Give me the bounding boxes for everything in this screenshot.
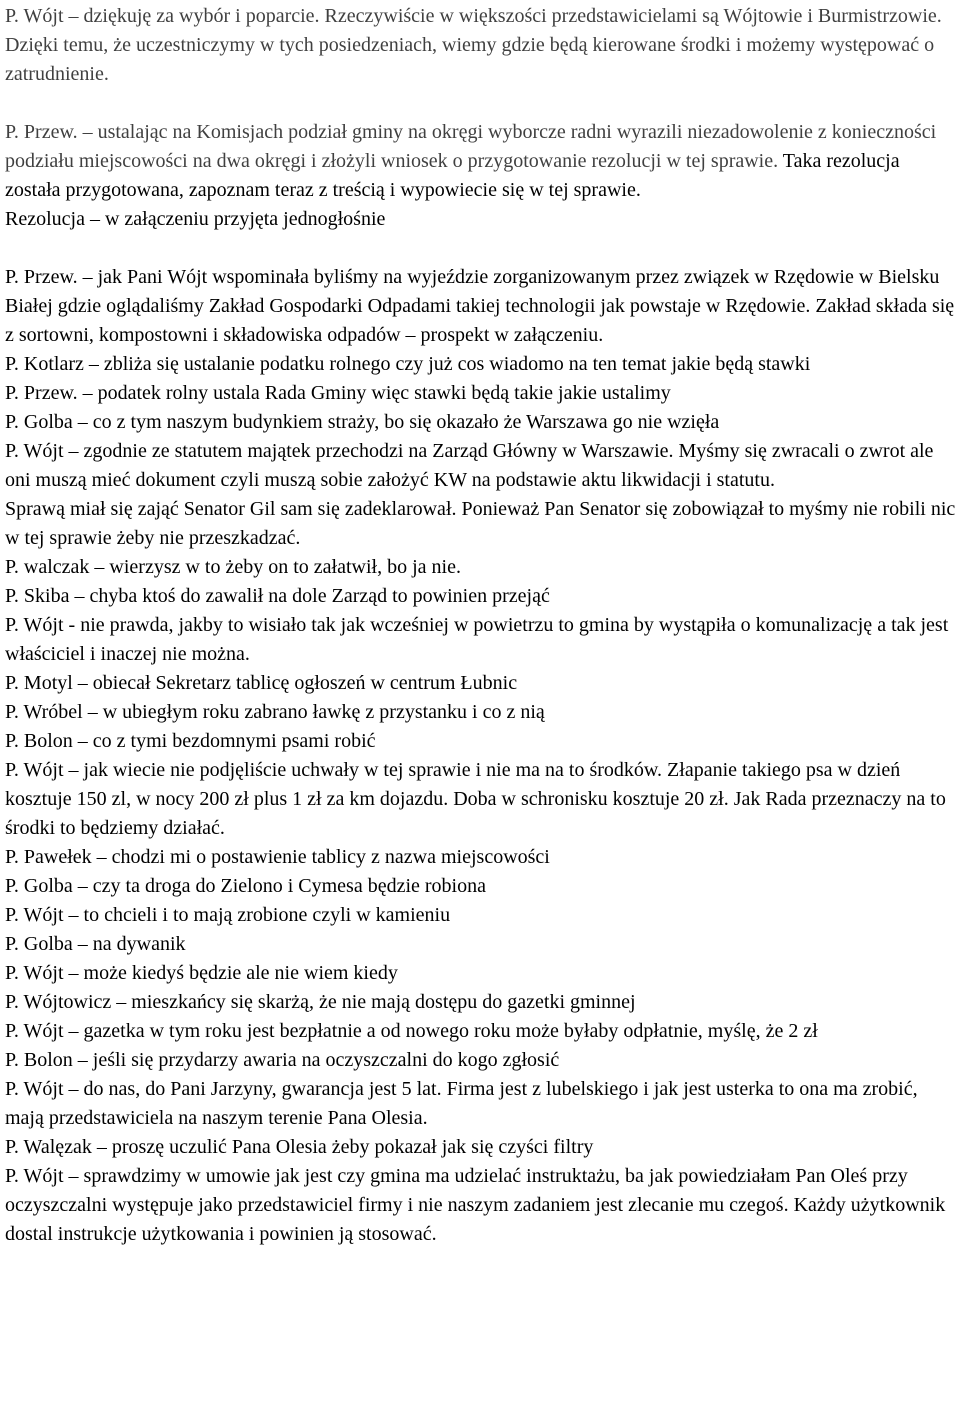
paragraph-przew-wyjazd <box>5 263 960 350</box>
paragraph-text: P. Wójt – zgodnie ze statutem majątek przechodzi na Zarząd Główny w Warszawie. Myśmy się zwracali o zwrot ale oni muszą mieć dokument czyli muszą sobie założyć KW na podstawie aktu likwidacji i statutu. <box>5 440 934 491</box>
paragraph-text: P. Skiba – chyba ktoś do zawalił na dole Zarząd to powinien przejąć <box>5 585 550 607</box>
paragraph-text: P. Walęzak – proszę uczulić Pana Olesia żeby pokazał jak się czyści filtry <box>5 1136 594 1158</box>
paragraph-przew-rezolucja <box>5 118 960 205</box>
paragraph-text: P. Wróbel – w ubiegłym roku zabrano ławkę z przystanku i co z nią <box>5 701 545 723</box>
paragraph-text: P. Przew. – ustalając na Komisjach podział gminy na okręgi wyborcze radni wyrazili niezadowolenie z konieczności podziału miejscowości na dwa okręgi i złożyli wniosek o przygotowanie rezolucji w tej sprawie. <box>5 121 937 172</box>
paragraph-skiba <box>5 582 960 611</box>
paragraph-wojt-gazetka <box>5 1017 960 1046</box>
paragraph-text: P. Wójt - nie prawda, jakby to wisiało tak jak wcześniej w powietrzu to gmina by wystąpiła o komunalizację a tak jest właściciel i inaczej nie można. <box>5 614 949 665</box>
paragraph-golba-droga <box>5 872 960 901</box>
paragraph-text: P. Wójt – dziękuję za wybór i poparcie. Rzeczywiście w większości przedstawicielami są Wójtowie i Burmistrzowie. Dzięki temu, że uczestniczymy w tych posiedzeniach, wiemy gdzie będą kierowane środki i możemy występować o zatrudnienie. <box>5 5 942 85</box>
paragraph-walczak <box>5 553 960 582</box>
paragraph-rezolucja-result <box>5 205 960 234</box>
paragraph-wojt-instruktaz <box>5 1162 960 1249</box>
paragraph-text: P. Wójt – sprawdzimy w umowie jak jest czy gmina ma udzielać instruktażu, ba jak powiedziałam Pan Oleś przy oczyszczalni występuje jako przedstawiciel firmy i nie naszym zadaniem jest zlecanie mu czegoś. Każdy użytkownik dostal instrukcje użytkowania i powinien ją stosować. <box>5 1165 946 1245</box>
paragraph-motyl <box>5 669 960 698</box>
paragraph-wojt-kamien <box>5 901 960 930</box>
paragraph-wojt-komunalizacja <box>5 611 960 669</box>
paragraph-pawelek <box>5 843 960 872</box>
paragraph-text: P. Wójt – może kiedyś będzie ale nie wiem kiedy <box>5 962 398 984</box>
paragraph-walezak <box>5 1133 960 1162</box>
paragraph-text: P. Pawełek – chodzi mi o postawienie tablicy z nazwa miejscowości <box>5 846 550 868</box>
paragraph-przew-podatek <box>5 379 960 408</box>
paragraph-text: P. Kotlarz – zbliża się ustalanie podatku rolnego czy już cos wiadomo na ten temat jakie będą stawki <box>5 353 811 375</box>
paragraph-text: P. Golba – czy ta droga do Zielono i Cymesa będzie robiona <box>5 875 486 897</box>
paragraph-gap <box>5 234 960 263</box>
paragraph-wojt-statut <box>5 437 960 495</box>
paragraph-text: Taka rezolucja została przygotowana, zapoznam teraz z treścią i wypowiecie się w tej sprawie. <box>5 150 900 201</box>
paragraph-wojt-thanks <box>5 2 960 89</box>
paragraph-bolon-psy <box>5 727 960 756</box>
paragraph-text: P. Golba – co z tym naszym budynkiem straży, bo się okazało że Warszawa go nie wzięła <box>5 411 720 433</box>
paragraph-text: P. Motyl – obiecał Sekretarz tablicę ogłoszeń w centrum Łubnic <box>5 672 518 694</box>
paragraph-text: P. Wójtowicz – mieszkańcy się skarżą, że nie mają dostępu do gazetki gminnej <box>5 991 636 1013</box>
paragraph-wrobel <box>5 698 960 727</box>
paragraph-gap <box>5 89 960 118</box>
paragraph-kotlarz <box>5 350 960 379</box>
paragraph-text: P. walczak – wierzysz w to żeby on to załatwił, bo ja nie. <box>5 556 461 578</box>
paragraph-text: P. Przew. – podatek rolny ustala Rada Gminy więc stawki będą takie jakie ustalimy <box>5 382 671 404</box>
paragraph-text: Rezolucja – w załączeniu przyjęta jednogłośnie <box>5 208 386 230</box>
paragraph-senator <box>5 495 960 553</box>
paragraph-text: P. Bolon – co z tymi bezdomnymi psami robić <box>5 730 376 752</box>
paragraph-text: P. Bolon – jeśli się przydarzy awaria na oczyszczalni do kogo zgłosić <box>5 1049 560 1071</box>
paragraph-text: P. Wójt – jak wiecie nie podjęliście uchwały w tej sprawie i nie ma na to środków. Złapanie takiego psa w dzień kosztuje 150 zl, w nocy 200 zł plus 1 zł za km dojazdu. Doba w schronisku kosztuje 20 zł. Jak Rada przeznaczy na to środki to będziemy działać. <box>5 759 946 839</box>
paragraph-wojtowicz <box>5 988 960 1017</box>
paragraph-text: P. Wójt – do nas, do Pani Jarzyny, gwarancja jest 5 lat. Firma jest z lubelskiego i jak jest usterka to ona ma zrobić, mają przedstawiciela na naszym terenie Pana Olesia. <box>5 1078 918 1129</box>
paragraph-wojt-kiedys <box>5 959 960 988</box>
paragraph-text: Sprawą miał się zająć Senator Gil sam się zadeklarował. Ponieważ Pan Senator się zobowiązał to myśmy nie robili nic w tej sprawie żeby nie przeszkadzać. <box>5 498 956 549</box>
paragraph-text: P. Wójt – gazetka w tym roku jest bezpłatnie a od nowego roku może byłaby odpłatnie, myślę, że 2 zł <box>5 1020 818 1042</box>
document-page <box>5 2 960 1249</box>
paragraph-golba-dywanik <box>5 930 960 959</box>
paragraph-text: P. Golba – na dywanik <box>5 933 186 955</box>
paragraph-text: P. Wójt – to chcieli i to mają zrobione czyli w kamieniu <box>5 904 451 926</box>
paragraph-wojt-gwarancja <box>5 1075 960 1133</box>
paragraph-bolon-awaria <box>5 1046 960 1075</box>
paragraph-text: P. Przew. – jak Pani Wójt wspominała byliśmy na wyjeździe zorganizowanym przez związek w Rzędowie w Bielsku Białej gdzie oglądaliśmy Zakład Gospodarki Odpadami takiej technologii jak powstaje w Rzędowie. Zakład składa się z sortowni, kompostowni i składowiska odpadów – prospekt w załączeniu. <box>5 266 955 346</box>
paragraph-golba-straz <box>5 408 960 437</box>
paragraph-wojt-psy <box>5 756 960 843</box>
